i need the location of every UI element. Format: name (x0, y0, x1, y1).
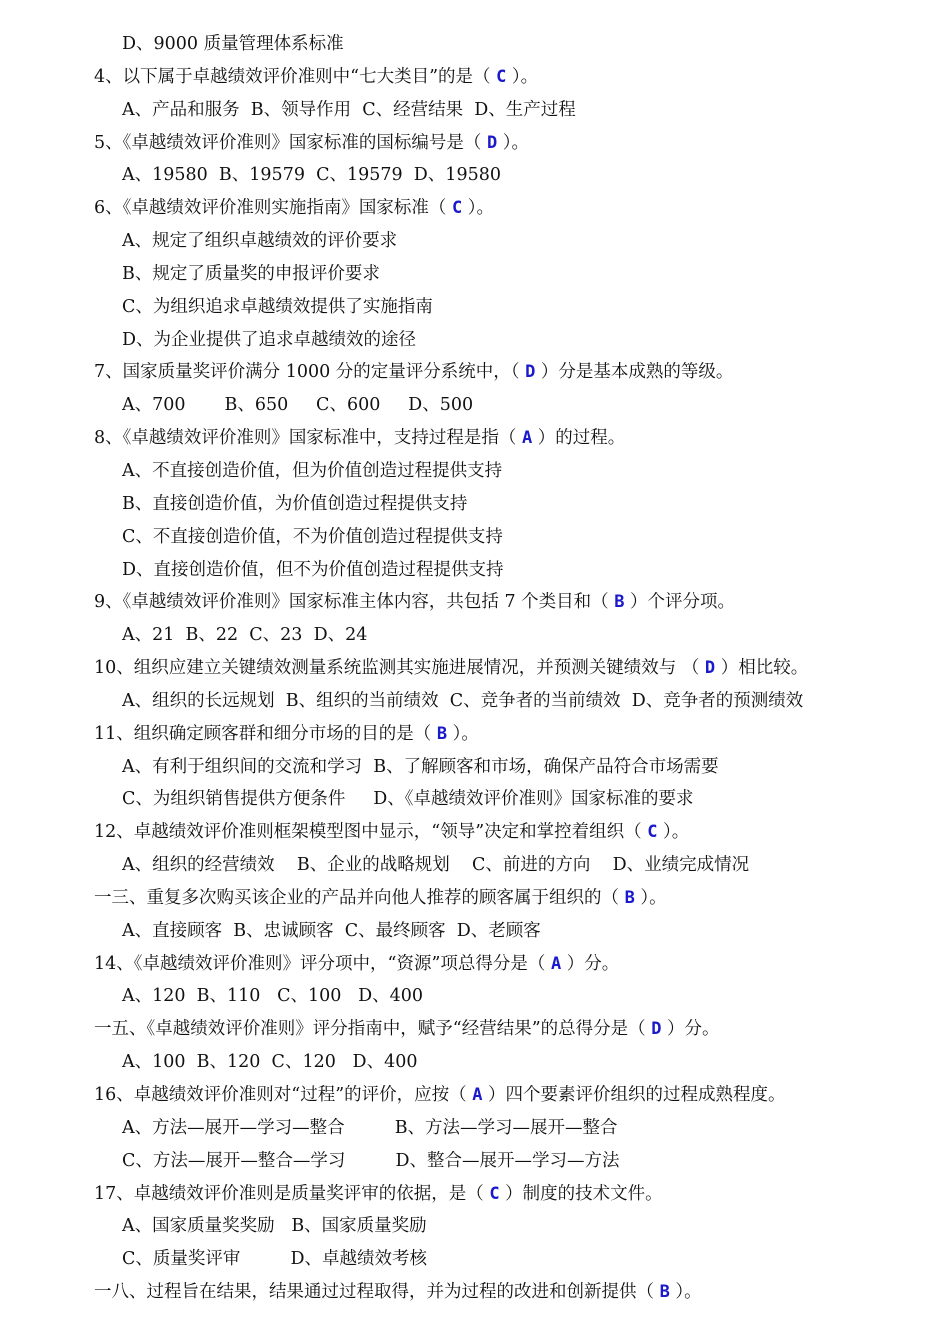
option-line (0, 915, 950, 948)
option-line (0, 554, 950, 587)
option-text: A、直接顾客 B、忠诚顾客 C、最终顾客 D、老顾客 (122, 920, 541, 941)
option-text: D、直接创造价值，但不为价值创造过程提供支持 (122, 559, 504, 580)
question-text-tail: ）。 (634, 887, 667, 908)
question-line (0, 1178, 950, 1211)
option-line (0, 1243, 950, 1276)
question-text-tail: ）的过程。 (532, 428, 626, 449)
answer-letter: B (624, 887, 635, 908)
answer-letter: A (550, 953, 562, 974)
question-text-tail: ）。 (497, 132, 530, 153)
option-line (0, 389, 950, 422)
option-text: A、产品和服务 B、领导作用 C、经营结果 D、生产过程 (122, 99, 576, 120)
question-line (0, 948, 950, 981)
option-line (0, 455, 950, 488)
option-line (0, 521, 950, 554)
question-text-tail: ）制度的技术文件。 (499, 1183, 663, 1204)
option-text: A、有利于组织间的交流和学习 B、了解顾客和市场，确保产品符合市场需要 (122, 756, 719, 777)
option-text: B、规定了质量奖的申报评价要求 (122, 263, 380, 284)
question-line (0, 1276, 950, 1309)
option-text: C、不直接创造价值，不为价值创造过程提供支持 (122, 526, 503, 547)
option-text: A、100 B、120 C、120 D、400 (122, 1052, 418, 1073)
option-line (0, 1046, 950, 1079)
option-text: A、方法—展开—学习—整合 B、方法—学习—展开—整合 (122, 1117, 618, 1138)
question-line (0, 816, 950, 849)
option-text: A、19580 B、19579 C、19579 D、19580 (122, 165, 501, 186)
question-line (0, 586, 950, 619)
question-line (0, 422, 950, 455)
option-line (0, 783, 950, 816)
question-text-tail: ）个评分项。 (624, 592, 736, 613)
option-text: C、质量奖评审 D、卓越绩效考核 (122, 1249, 427, 1270)
question-text: 一三、重复多次购买该企业的产品并向他人推荐的顾客属于组织的（ (94, 887, 625, 908)
question-text: 一八、过程旨在结果，结果通过过程取得，并为过程的改进和创新提供（ (94, 1282, 660, 1303)
option-text: C、为组织追求卓越绩效提供了实施指南 (122, 296, 433, 317)
answer-letter: B (659, 1282, 670, 1303)
question-text-tail: ）。 (657, 822, 690, 843)
question-text: 17、卓越绩效评价准则是质量奖评审的依据，是（ (94, 1183, 490, 1204)
option-line (0, 849, 950, 882)
question-text: 16、卓越绩效评价准则对“过程”的评价，应按（ (94, 1085, 473, 1105)
question-text-tail: ）分。 (561, 953, 620, 974)
question-text-tail: ）分是基本成熟的等级。 (535, 362, 734, 383)
option-line (0, 619, 950, 652)
option-line (0, 258, 950, 291)
question-line (0, 882, 950, 915)
option-text: D、为企业提供了追求卓越绩效的途径 (122, 329, 417, 350)
option-text: A、国家质量奖奖励 B、国家质量奖励 (122, 1216, 427, 1237)
question-text-tail: ）。 (669, 1282, 702, 1303)
question-text-tail: ）。 (462, 198, 495, 219)
question-text-tail: ）分。 (661, 1019, 720, 1040)
answer-letter: C (496, 66, 507, 87)
option-line (0, 94, 950, 127)
question-text: 12、卓越绩效评价准则框架模型图中显示，“领导”决定和掌控着组织（ (94, 822, 648, 843)
answer-letter: C (647, 822, 658, 843)
question-text: 7、国家质量奖评价满分 1000 分的定量评分系统中，（ (94, 362, 526, 383)
question-text: 6、《卓越绩效评价准则实施指南》国家标准（ (94, 198, 452, 219)
answer-letter: A (472, 1085, 483, 1105)
question-text: 8、《卓越绩效评价准则》国家标准中，支持过程是指（ (94, 428, 522, 449)
option-text: A、组织的长远规划 B、组织的当前绩效 C、竞争者的当前绩效 D、竞争者的预测绩效 (122, 690, 804, 711)
question-text-tail: ）。 (506, 66, 539, 87)
option-text: A、组织的经营绩效 B、企业的战略规划 C、前进的方向 D、业绩完成情况 (122, 855, 750, 876)
answer-letter: C (489, 1183, 500, 1204)
option-line (0, 28, 950, 61)
question-text: 4、以下属于卓越绩效评价准则中“七大类目”的是（ (94, 66, 497, 87)
question-text: 11、组织确定顾客群和细分市场的目的是（ (94, 723, 437, 744)
option-line (0, 291, 950, 324)
option-line (0, 225, 950, 258)
answer-letter: B (436, 723, 448, 744)
question-line (0, 718, 950, 751)
question-line (0, 652, 950, 685)
question-text-tail: ）。 (447, 723, 479, 744)
option-line (0, 324, 950, 357)
option-line (0, 1145, 950, 1178)
option-text: A、不直接创造价值，但为价值创造过程提供支持 (122, 460, 503, 481)
option-line (0, 159, 950, 192)
question-text-tail: ）相比较。 (715, 658, 809, 679)
option-text: C、方法—展开—整合—学习 D、整合—展开—学习—方法 (122, 1150, 620, 1171)
answer-letter: D (525, 362, 536, 383)
option-line (0, 685, 950, 718)
option-text: B、直接创造价值，为价值创造过程提供支持 (122, 493, 468, 514)
option-text: A、规定了组织卓越绩效的评价要求 (122, 231, 398, 252)
question-line (0, 356, 950, 389)
answer-letter: C (451, 198, 463, 219)
option-line (0, 488, 950, 521)
question-text: 9、《卓越绩效评价准则》国家标准主体内容，共包括 7 个类目和（ (94, 592, 615, 613)
document-page (0, 28, 950, 1309)
answer-letter: D (486, 132, 498, 153)
option-line (0, 1112, 950, 1145)
option-text: A、21 B、22 C、23 D、24 (122, 625, 368, 646)
answer-letter: D (704, 658, 716, 679)
question-text: 14、《卓越绩效评价准则》评分项中，“资源”项总得分是（ (94, 953, 551, 974)
answer-letter: B (614, 592, 625, 613)
option-text: D、9000 质量管理体系标准 (122, 34, 344, 54)
option-text: A、120 B、110 C、100 D、400 (122, 986, 424, 1007)
option-text: A、700 B、650 C、600 D、500 (122, 395, 474, 416)
answer-letter: D (651, 1019, 662, 1040)
answer-letter: A (521, 428, 533, 449)
option-line (0, 751, 950, 784)
option-line (0, 1210, 950, 1243)
question-line (0, 192, 950, 225)
question-text: 5、《卓越绩效评价准则》国家标准的国标编号是（ (94, 132, 487, 153)
question-text: 10、组织应建立关键绩效测量系统监测其实施进展情况，并预测关键绩效与 （ (94, 658, 705, 679)
question-line (0, 1079, 950, 1112)
question-line (0, 61, 950, 94)
option-line (0, 980, 950, 1013)
question-text-tail: ）四个要素评价组织的过程成熟程度。 (482, 1085, 786, 1105)
question-line (0, 127, 950, 160)
option-text: C、为组织销售提供方便条件 D、《卓越绩效评价准则》国家标准的要求 (122, 789, 694, 810)
question-text: 一五、《卓越绩效评价准则》评分指南中，赋予“经营结果”的总得分是（ (94, 1019, 652, 1040)
question-line (0, 1013, 950, 1046)
